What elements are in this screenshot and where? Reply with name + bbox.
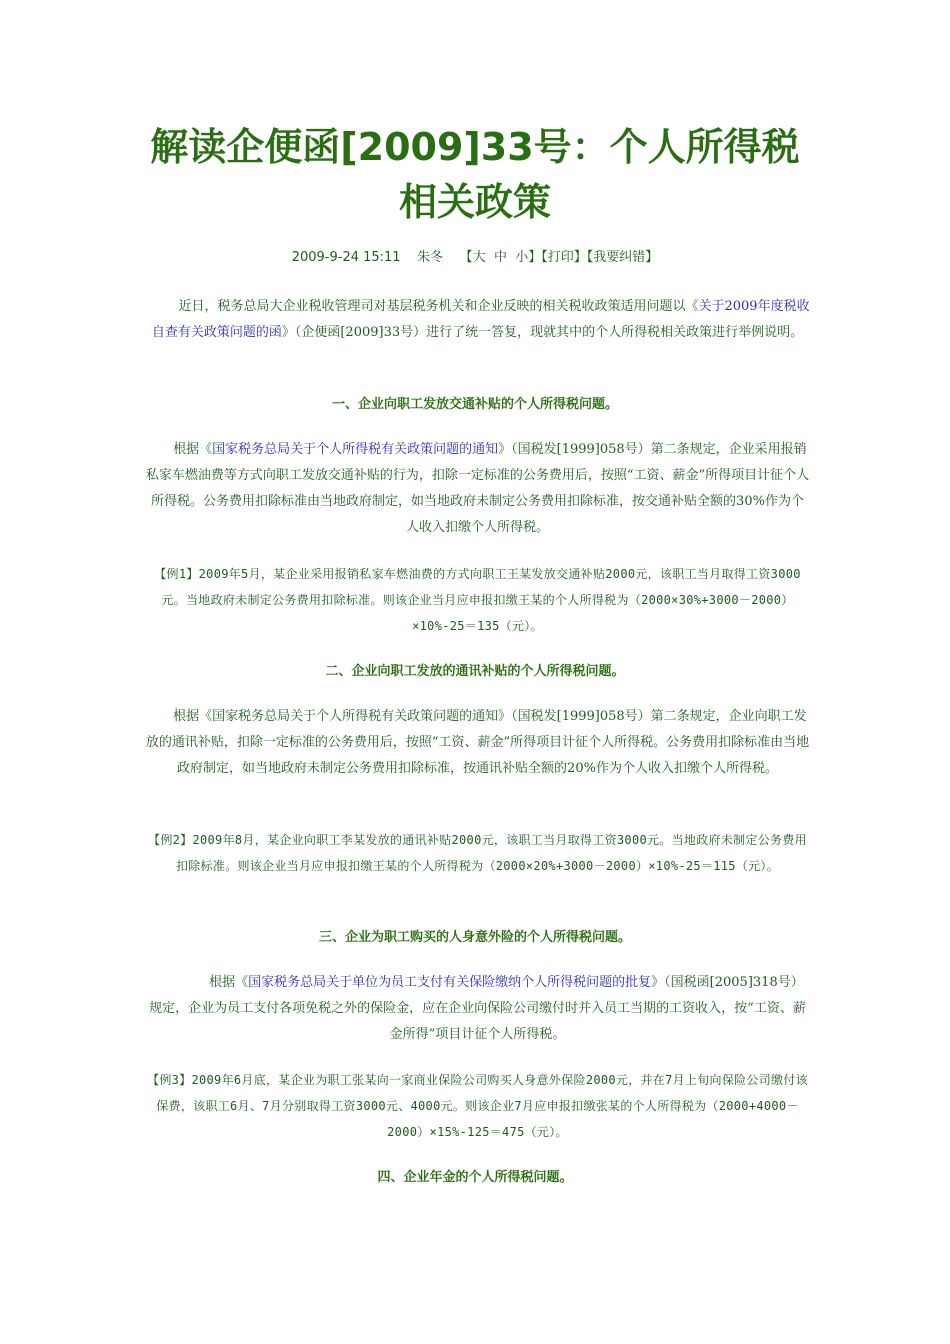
section-1-heading: 一、企业向职工发放交通补贴的个人所得税问题。 xyxy=(331,397,618,412)
section-3-reply-link[interactable]: 国家税务总局关于单位为员工支付有关保险缴纳个人所得税问题的批复 xyxy=(248,975,652,990)
title-line-2: 相关政策 xyxy=(398,180,551,224)
section-2-body-text: 根据《国家税务总局关于个人所得税有关政策问题的通知》（国税发[1999]058号）第二条规定，企业向职工发放的通讯补贴，扣除一定标准的公务费用后，按照“工资、薪金”所得项目计征个人所得税。公务费用扣除标准由当地政府制定，如当地政府未制定公务费用扣除标准，按通讯补贴全额的20%作为个人收入扣缴个人所得税。 xyxy=(145,709,810,776)
section-1-body xyxy=(145,437,810,541)
font-size-bracket-open: 【 xyxy=(459,250,473,265)
page-title xyxy=(0,120,950,230)
intro-document-link[interactable]: 关于2009年度税收自查有关政策问题的函 xyxy=(151,299,810,340)
font-size-medium-link[interactable]: 中 xyxy=(493,250,507,265)
title-line-1: 解读企便函[2009]33号：个人所得税 xyxy=(150,125,800,169)
report-error-link[interactable]: 【我要纠错】 xyxy=(586,250,659,265)
example-3: 【例3】2009年6月底，某企业为职工张某向一家商业保险公司购买人身意外保险2000元，并在7月上旬向保险公司缴付该保费，该职工6月、7月分别取得工资3000元、4000元。则该企业7月应申报扣缴张某的个人所得税为（2000+4000－2000）×15%-125＝475（元）。 xyxy=(147,1073,808,1139)
font-size-small-link[interactable]: 小 xyxy=(515,250,529,265)
intro-text-post: 》（企便函[2009]33号）进行了统一答复，现就其中的个人所得税相关政策进行举例说明。 xyxy=(281,325,804,340)
section-3-body xyxy=(145,970,810,1048)
section-2-body xyxy=(145,704,810,782)
section-1-notice-link[interactable]: 国家税务总局关于个人所得税有关政策问题的通知 xyxy=(212,442,499,457)
section-2-heading: 二、企业向职工发放的通讯补贴的个人所得税问题。 xyxy=(325,664,625,679)
intro-text-pre: 近日，税务总局大企业税收管理司对基层税务机关和企业反映的相关税收政策适用问题以《 xyxy=(178,299,699,314)
font-size-bracket-close: 】 xyxy=(528,250,542,265)
font-size-large-link[interactable]: 大 xyxy=(472,250,486,265)
author: 朱冬 xyxy=(417,250,444,265)
section-3-heading: 三、企业为职工购买的人身意外险的个人所得税问题。 xyxy=(318,930,631,945)
example-2: 【例2】2009年8月，某企业向职工李某发放的通讯补贴2000元，该职工当月取得工资3000元。当地政府未制定公务费用扣除标准。则该企业当月应申报扣缴王某的个人所得税为（2000×20%+3000－2000）×10%-25＝115（元）。 xyxy=(148,833,807,873)
article-meta xyxy=(0,248,950,268)
print-link[interactable]: 【打印】 xyxy=(541,250,587,265)
section-3-body-post: 》（国税函[2005]318号）规定，企业为员工支付各项免税之外的保险金，应在企业向保险公司缴付时并入员工当期的工资收入，按“工资、薪金所得”项目计征个人所得税。 xyxy=(149,975,806,1042)
section-1-body-post: 》（国税发[1999]058号）第二条规定，企业采用报销私家车燃油费等方式向职工发放交通补贴的行为，扣除一定标准的公务费用后，按照“工资、薪金”所得项目计征个人所得税。公务费用扣除标准由当地政府制定，如当地政府未制定公务费用扣除标准，按交通补贴全额的30%作为个人收入扣缴个人所得税。 xyxy=(145,442,810,535)
section-1-body-pre: 根据《 xyxy=(173,442,213,457)
example-1: 【例1】2009年5月，某企业采用报销私家车燃油费的方式向职工王某发放交通补贴2000元，该职工当月取得工资3000元。当地政府未制定公务费用扣除标准。则该企业当月应申报扣缴王某的个人所得税为（2000×30%+3000－2000）×10%-25＝135（元）。 xyxy=(154,567,801,633)
section-3-body-pre: 根据《 xyxy=(209,975,249,990)
publish-datetime: 2009-9-24 15:11 xyxy=(291,250,401,265)
intro-paragraph xyxy=(145,294,810,346)
section-4-heading: 四、企业年金的个人所得税问题。 xyxy=(377,1170,573,1185)
